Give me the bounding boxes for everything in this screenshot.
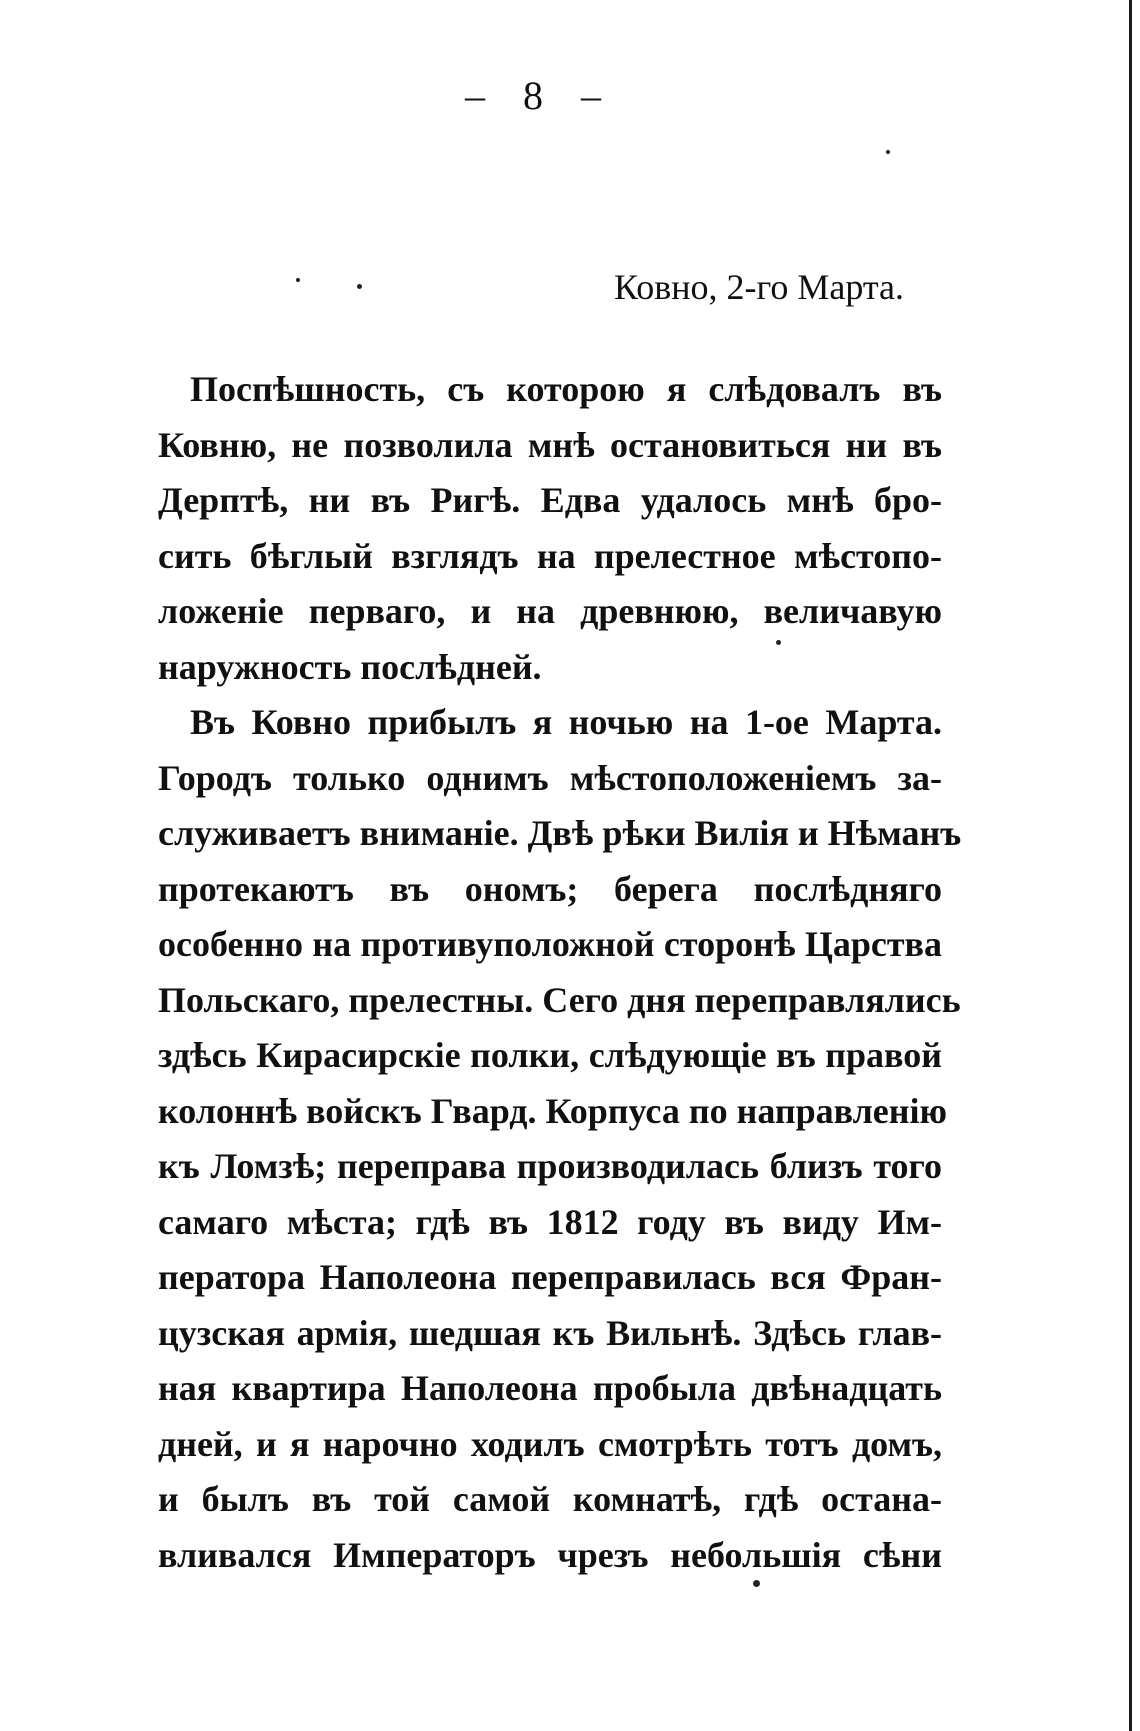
text-line: ная квартира Наполеона пробыла двѣнадцать bbox=[158, 1368, 942, 1408]
text-line: самаго мѣста; гдѣ въ 1812 году въ виду Им- bbox=[158, 1201, 942, 1242]
text-line: Въ Ковно прибылъ я ночью на 1-ое Марта. bbox=[190, 702, 942, 742]
text-line: протекаютъ въ ономъ; берега послѣдняго bbox=[158, 868, 942, 909]
text-line: дней, и я нарочно ходилъ смотрѣть тотъ домъ, bbox=[158, 1423, 942, 1464]
text-line: къ Ломзѣ; переправа производилась близъ того bbox=[158, 1146, 942, 1186]
body-text bbox=[158, 362, 962, 1583]
text-line: и былъ въ той самой комнатѣ, гдѣ остана- bbox=[158, 1479, 942, 1519]
text-line: ложеніе перваго, и на древнюю, величавую bbox=[158, 591, 942, 631]
scan-speck bbox=[296, 278, 300, 282]
text-line: наружность послѣдней. bbox=[158, 646, 542, 687]
text-line: служиваетъ вниманіе. Двѣ рѣки Вилія и Нѣманъ bbox=[158, 813, 962, 853]
text-line: особенно на противуположной сторонѣ Царства bbox=[158, 924, 942, 964]
dateline: Ковно, 2-го Марта. bbox=[613, 267, 904, 307]
text-line: Городъ только однимъ мѣстоположеніемъ за- bbox=[158, 757, 942, 798]
paragraph-2 bbox=[158, 695, 962, 1583]
text-line: цузская армія, шедшая къ Вильнѣ. Здѣсь глав- bbox=[158, 1312, 942, 1353]
text-line: колоннѣ войскъ Гвард. Корпуса по направленію bbox=[158, 1090, 948, 1131]
text-line: Поспѣшность, съ которою я слѣдовалъ въ bbox=[190, 369, 942, 409]
text-line: Польскаго, прелестны. Сего дня переправлялись bbox=[158, 979, 961, 1020]
text-line: здѣсь Кирасирскіе полки, слѣдующіе въ правой bbox=[158, 1035, 942, 1075]
paragraph-1 bbox=[158, 362, 942, 695]
text-line: Дерптѣ, ни въ Ригѣ. Едва удалось мнѣ бро- bbox=[158, 480, 942, 520]
page-number: – 8 – bbox=[465, 73, 615, 118]
text-line: вливался Императоръ чрезъ небольшія сѣни bbox=[158, 1534, 942, 1575]
scan-speck bbox=[357, 284, 362, 289]
page-edge-line bbox=[1129, 0, 1132, 1731]
scan-speck bbox=[886, 150, 890, 154]
text-line: ператора Наполеона переправилась вся Фран- bbox=[158, 1257, 942, 1297]
text-line: Ковню, не позволила мнѣ остановиться ни въ bbox=[158, 424, 942, 465]
text-line: сить бѣглый взглядъ на прелестное мѣстопо- bbox=[158, 535, 942, 576]
